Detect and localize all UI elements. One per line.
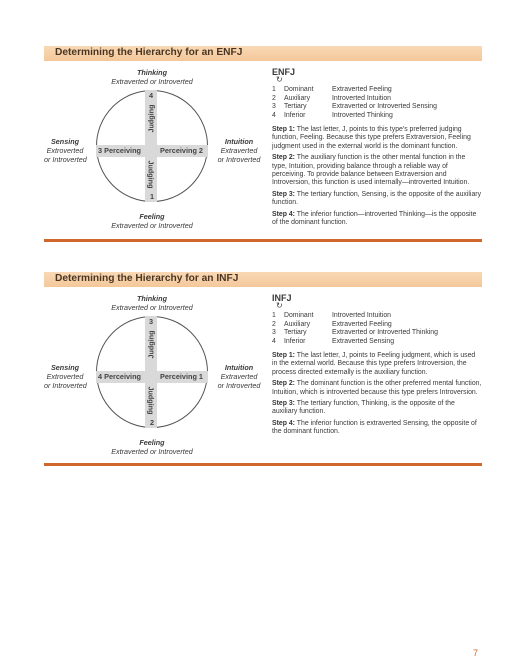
sensing-label: Sensing Extroverted or Introverted: [44, 137, 87, 164]
intuition-label: Intuition Extraverted or Introverted: [217, 363, 261, 390]
panel-divider: [44, 239, 482, 242]
infj-panel: [44, 272, 482, 468]
judging-bottom-label: Judging: [146, 386, 156, 415]
judging-top-number: 4: [149, 91, 154, 100]
perceiving-left-label: 3 Perceiving: [98, 146, 141, 155]
step-4: Step 4: The inferior function—introverted Thinking—is the opposite of the dominant function.: [272, 210, 477, 227]
hierarchy-row: 1 Dominant Extraverted Feeling: [272, 86, 392, 94]
function-diagram: [44, 292, 261, 497]
panel-title: Determining the Hierarchy for an ENFJ: [55, 47, 243, 58]
hierarchy-list: [272, 312, 482, 346]
hierarchy-row: 1 Dominant Introverted Intuition: [272, 312, 391, 320]
type-title: INFJ: [272, 293, 292, 303]
hierarchy-row: 3 Tertiary Extraverted or Introverted Thinking: [272, 329, 438, 337]
step-2: Step 2: The auxiliary function is the other mental function in the type, Intuition, providing balance through a reliable way of perceiving. To provide balance between Extraversion and Introversion, this function is used internally—introverted Intuition.: [272, 154, 470, 187]
panel-header: [44, 46, 482, 61]
feeling-label: Feeling Extraverted or Introverted: [111, 212, 193, 230]
panel-divider: [44, 463, 482, 466]
perceiving-left-label: 4 Perceiving: [98, 372, 141, 381]
judging-top-number: 3: [149, 317, 154, 326]
step-3: Step 3: The tertiary function, Sensing, is the opposite of the auxiliary function.: [272, 190, 482, 207]
steps: [272, 352, 482, 437]
swirl-icon: ↻: [276, 75, 283, 85]
type-title: ENFJ: [272, 67, 296, 77]
sensing-label: Sensing Extroverted or Introverted: [44, 363, 87, 390]
intuition-label: Intuition Extraverted or Introverted: [217, 137, 261, 164]
perceiving-right-label: Perceiving 1: [160, 372, 203, 381]
panel-title: Determining the Hierarchy for an INFJ: [55, 273, 239, 284]
hierarchy-row: 2 Auxiliary Extraverted Feeling: [272, 320, 392, 328]
hierarchy-info: [272, 294, 482, 440]
step-2: Step 2: The dominant function is the other preferred mental function, Intuition, which is introverted because this type prefers Introversion.: [272, 380, 482, 396]
hierarchy-row: 2 Auxiliary Introverted Intuition: [272, 94, 391, 102]
panel-header: [44, 272, 482, 287]
enfj-panel: [44, 46, 482, 242]
steps: [272, 126, 482, 227]
hierarchy-list: [272, 86, 482, 120]
perceiving-right-label: Perceiving 2: [160, 146, 203, 155]
judging-top-label: Judging: [146, 330, 156, 359]
judging-bottom-number: 1: [150, 192, 155, 201]
step-1: Step 1: The last letter, J, points to Feeling judgment, which is used in the external world. Because this type prefers Introversion, the process directed externally is the auxiliary function.: [272, 352, 476, 376]
judging-bottom-number: 2: [150, 418, 155, 427]
thinking-label: Thinking Extraverted or Introverted: [111, 294, 193, 312]
thinking-label: Thinking Extraverted or Introverted: [111, 68, 193, 86]
feeling-label: Feeling Extraverted or Introverted: [111, 438, 193, 456]
hierarchy-row: 3 Tertiary Extraverted or Introverted Sensing: [272, 103, 437, 111]
hierarchy-row: 4 Inferior Introverted Thinking: [272, 111, 393, 119]
swirl-icon: ↻: [276, 301, 283, 311]
page-number: 7: [473, 648, 479, 658]
step-3: Step 3: The tertiary function, Thinking, is the opposite of the auxiliary function.: [272, 400, 455, 416]
judging-top-label: Judging: [146, 104, 156, 133]
judging-bottom-label: Judging: [146, 160, 156, 189]
step-1: Step 1: The last letter, J, points to this type's preferred judging function, Feeling. Because this type prefers Extraversion, Feeling judgment used in the external world is the dominant function.: [272, 126, 471, 150]
hierarchy-info: [272, 68, 482, 231]
hierarchy-row: 4 Inferior Extraverted Sensing: [272, 337, 395, 345]
step-4: Step 4: The inferior function is extraverted Sensing, the opposite of the dominant function.: [272, 419, 477, 436]
